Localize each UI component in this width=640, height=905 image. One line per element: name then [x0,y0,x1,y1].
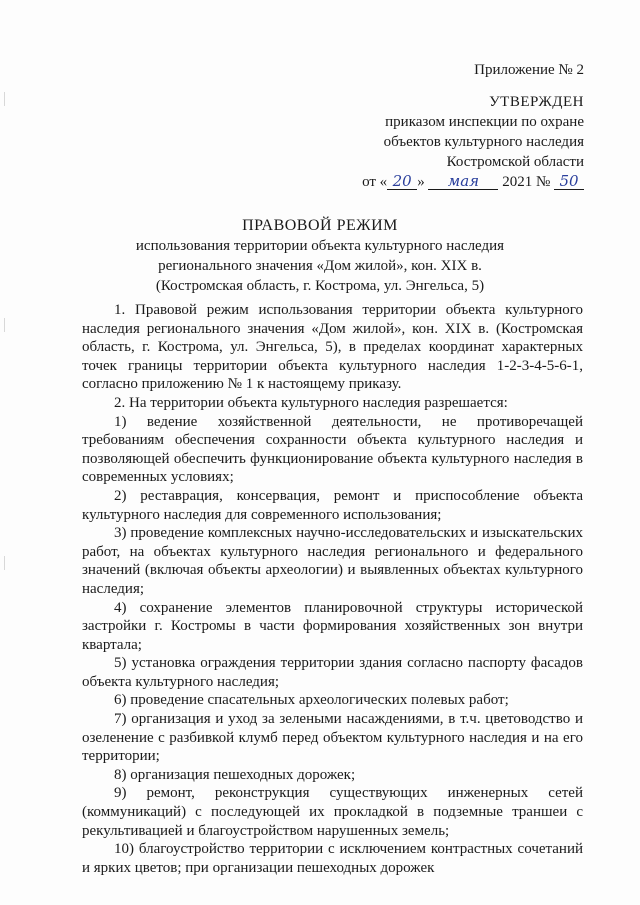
scan-margin-mark [4,92,5,106]
list-item-1: 1) ведение хозяйственной деятельности, не противоречащей требованиям обеспечения сохранности объекта культурного наследия и позволяющей обеспечить функционирование объекта культурного наследия в современных условиях; [82,413,583,486]
list-item-3: 3) проведение комплексных научно-исследовательских и изыскательских работ, на объектах культурного наследия регионального и федерального значений (включая объекты археологии) и выявленных объектах культурного наследия; [82,525,583,597]
approved-heading: УТВЕРЖДЕН [489,94,584,110]
document-title [0,216,640,296]
title-line-2: регионального значения «Дом жилой», кон. XIX в. [158,258,482,274]
order-date-line [362,172,584,192]
scan-margin-mark [4,318,5,332]
list-item-9: 9) ремонт, реконструкция существующих инженерных сетей (коммуникаций) с последующей их прокладкой в подземные траншеи с рекультивацией и благоустройством нарушенных земель; [82,785,583,839]
paragraph-1: 1. Правовой режим использования территории объекта культурного наследия регионального значения «Дом жилой», кон. XIX в. (Костромская область, г. Кострома, ул. Энгельса, 5), в пределах координат характерных точек границы территории объекта культурного наследия 1-2-3-4-5-6-1, согласно приложению № 1 к настоящему приказу. [82,302,583,393]
title-line-1: использования территории объекта культурного наследия [135,238,505,254]
scan-margin-mark [4,556,5,570]
list-item-5: 5) установка ограждения территории здания согласно паспорту фасадов объекта культурного наследия; [82,655,583,690]
order-line-3: Костромской области [446,154,584,170]
list-item-6: 6) проведение спасательных археологических полевых работ; [114,692,509,709]
list-item-10: 10) благоустройство территории с исключением контрастных сочетаний и ярких цветов; при организации пешеходных дорожек [82,841,583,876]
paragraph-2: 2. На территории объекта культурного наследия разрешается: [114,394,508,411]
order-line-2: объектов культурного наследия [383,134,584,150]
handwritten-day: 20 [387,173,417,190]
appendix-number: Приложение № 2 [474,62,584,78]
date-year: 2021 № [502,174,551,190]
approval-block [362,60,584,192]
order-line-1: приказом инспекции по охране [385,114,584,130]
handwritten-month: мая [428,173,498,190]
document-body [82,301,583,877]
list-item-4: 4) сохранение элементов планировочной структуры исторической застройки г. Костромы в части формирования хозяйственных зон внутри квартала; [82,599,583,653]
title-main: ПРАВОВОЙ РЕЖИМ [242,217,398,234]
date-mid: » [417,174,425,190]
list-item-7: 7) организация и уход за зелеными насаждениями, в т.ч. цветоводство и озеленение с разбивкой клумб перед объектом культурного наследия и на его территории; [82,711,583,765]
title-line-3: (Костромская область, г. Кострома, ул. Энгельса, 5) [155,278,485,294]
handwritten-order-number: 50 [554,173,584,190]
list-item-2: 2) реставрация, консервация, ремонт и приспособление объекта культурного наследия для современного использования; [82,487,583,523]
list-item-8: 8) организация пешеходных дорожек; [114,766,356,783]
date-prefix: от « [362,174,388,190]
